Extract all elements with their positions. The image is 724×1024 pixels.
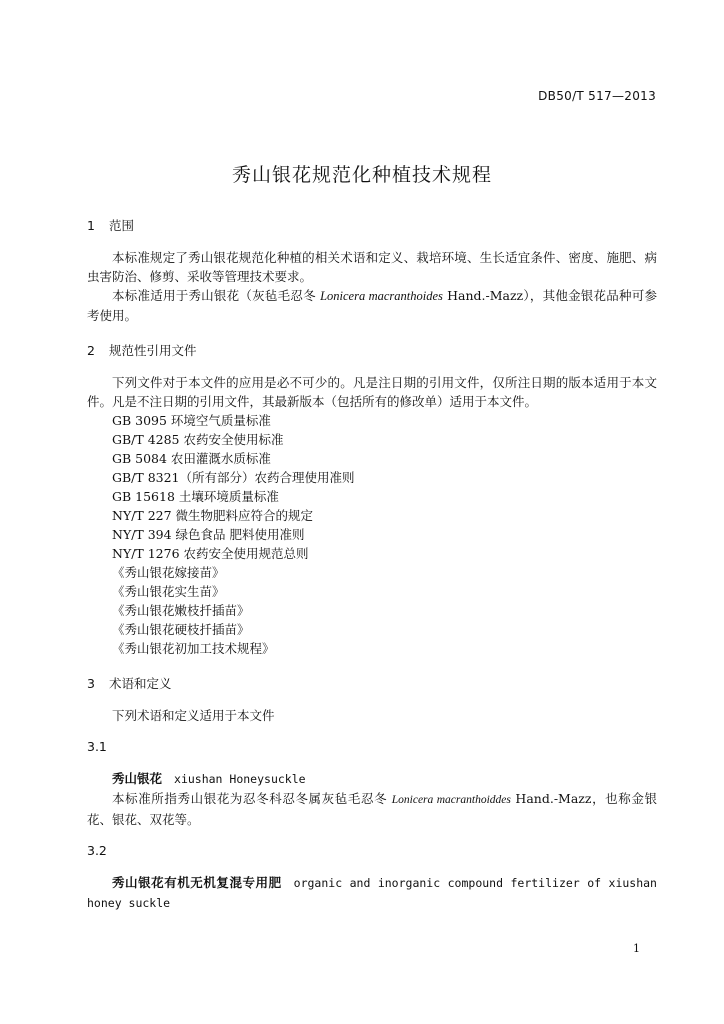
term-english: xiushan Honeysuckle — [174, 772, 306, 786]
text-span: Hand.-Mazz），其他金银花品种可参考使用。 — [87, 288, 658, 323]
scope-paragraph-2 — [87, 286, 657, 325]
reference-item: GB 5084 农田灌溉水质标准 — [112, 451, 271, 466]
reference-item: NY/T 1276 农药安全使用规范总则 — [112, 546, 309, 561]
reference-item: 《秀山银花实生苗》 — [112, 584, 225, 599]
section-heading-3 — [87, 674, 657, 694]
term-definition — [87, 789, 657, 829]
section-number: 2 — [87, 343, 95, 358]
reference-item: GB/T 8321（所有部分）农药合理使用准则 — [112, 470, 355, 485]
text-span: 本标准所指秀山银花为忍冬科忍冬属灰毡毛忍冬 — [112, 791, 392, 806]
text-span: Hand.-Mazz，也称金银花、银花、双花等。 — [87, 791, 657, 827]
section-title: 范围 — [108, 218, 134, 233]
term-english: organic and inorganic compound fertilizer of xiushan honey suckle — [87, 876, 657, 910]
section-heading-2 — [87, 341, 657, 361]
terms-intro: 下列术语和定义适用于本文件 — [112, 708, 275, 723]
subsection-number: 3.2 — [87, 843, 107, 858]
scope-paragraph-1: 本标准规定了秀山银花规范化种植的相关术语和定义、栽培环境、生长适宜条件、密度、施肥、病虫害防治、修剪、采收等管理技术要求。 — [87, 250, 657, 284]
reference-item: 《秀山银花嫁接苗》 — [112, 565, 225, 580]
subsection-number: 3.1 — [87, 739, 107, 754]
section-heading-1 — [87, 216, 657, 236]
term-entry — [87, 769, 657, 789]
references-intro: 下列文件对于本文件的应用是必不可少的。凡是注日期的引用文件，仅所注日期的版本适用于本文件。凡是不注日期的引用文件，其最新版本（包括所有的修改单）适用于本文件。 — [87, 375, 657, 409]
document-title: 秀山银花规范化种植技术规程 — [231, 164, 492, 186]
latin-name: Lonicera macranthoiddes — [391, 794, 511, 806]
text-span: 本标准适用于秀山银花（灰毡毛忍冬 — [112, 288, 321, 303]
document-code: DB50/T 517—2013 — [538, 89, 656, 103]
section-title: 术语和定义 — [108, 676, 172, 691]
section-number: 3 — [87, 676, 95, 691]
section-title: 规范性引用文件 — [108, 343, 197, 358]
reference-item: 《秀山银花嫩枝扦插苗》 — [112, 603, 250, 618]
term-entry — [87, 873, 657, 913]
term-chinese: 秀山银花 — [112, 771, 163, 786]
page-number: 1 — [633, 942, 640, 955]
latin-name: Lonicera macranthoides — [320, 289, 443, 303]
section-number: 1 — [87, 218, 95, 233]
reference-item: 《秀山银花初加工技术规程》 — [112, 641, 275, 656]
reference-item: GB 15618 土壤环境质量标准 — [112, 489, 279, 504]
term-chinese: 秀山银花有机无机复混专用肥 — [112, 875, 282, 890]
reference-item: NY/T 227 微生物肥料应符合的规定 — [112, 508, 314, 523]
reference-item: NY/T 394 绿色食品 肥料使用准则 — [112, 527, 305, 542]
document-body — [87, 216, 657, 913]
reference-item: 《秀山银花硬枝扦插苗》 — [112, 622, 250, 637]
reference-item: GB/T 4285 农药安全使用标准 — [112, 432, 284, 447]
reference-item: GB 3095 环境空气质量标准 — [112, 413, 271, 428]
